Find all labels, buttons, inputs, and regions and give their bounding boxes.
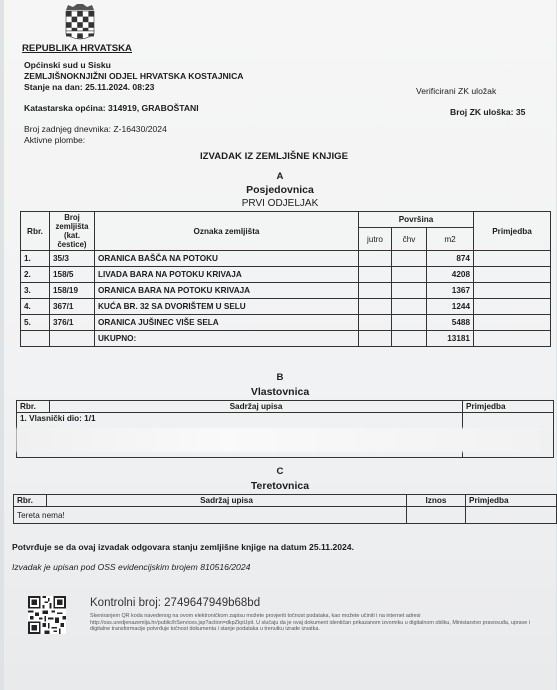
row-designation: ORANICA BARA NA POTOKU KRIVAJA (95, 283, 359, 299)
col-rbr: Rbr. (21, 212, 50, 251)
row-parcel: 376/1 (50, 315, 95, 331)
row-rbr: 2. (21, 267, 50, 283)
row-rbr: 4. (21, 299, 50, 315)
encumbrance-table (13, 494, 557, 524)
section-a-subtitle: PRVI ODJELJAK (241, 198, 319, 209)
table-row (21, 315, 551, 331)
document-title: IZVADAK IZ ZEMLJIŠNE KNJIGE (200, 151, 349, 162)
cadastral-municipality: Katastarska općina: 314919, GRABOŠTANI (24, 103, 199, 113)
col-amount: Iznos (407, 495, 466, 507)
row-designation: ORANICA JUŠINEC VIŠE SELA (95, 315, 359, 331)
col-note: Primjedba (463, 401, 554, 413)
row-m2: 1367 (427, 283, 474, 299)
qr-code-icon (28, 596, 66, 634)
table-row (21, 299, 551, 315)
row-designation: KUĆA BR. 32 SA DVORIŠTEM U SELU (95, 299, 359, 315)
section-b-title: Vlastovnica (250, 386, 310, 398)
row-m2: 874 (427, 251, 474, 267)
col-note: Primjedba (466, 495, 557, 507)
row-parcel: 367/1 (50, 299, 95, 315)
coat-of-arms-icon (65, 4, 95, 42)
row-m2: 4208 (427, 267, 474, 283)
row-designation: ORANICA BAŠČA NA POTOKU (95, 251, 359, 267)
oss-note: Izvadak je upisan pod OSS evidencijskim brojem 810516/2024 (12, 562, 251, 572)
possession-table (20, 211, 551, 347)
col-rbr: Rbr. (14, 495, 47, 507)
state-date: Stanje na dan: 25.11.2024. 08:23 (24, 82, 155, 92)
col-area: Površina (359, 212, 474, 228)
col-parcel: Broj zemljišta (kat. čestice) (50, 212, 95, 251)
row-m2: 1244 (427, 299, 474, 315)
section-c-title: Teretovnica (250, 480, 310, 492)
col-chv: čhv (392, 228, 427, 251)
col-note: Primjedba (474, 212, 551, 251)
table-row (21, 251, 551, 267)
total-value: 13181 (427, 331, 474, 347)
row-rbr: 5. (21, 315, 50, 331)
control-number: Kontrolni broj: 2749647949b68bd (90, 597, 261, 609)
row-rbr: 1. (21, 251, 50, 267)
col-m2: m2 (427, 228, 474, 251)
row-rbr: 3. (21, 283, 50, 299)
table-row (21, 267, 551, 283)
col-rbr: Rbr. (17, 401, 50, 413)
table-row (21, 283, 551, 299)
document-page (4, 0, 556, 690)
section-c-letter: C (276, 466, 284, 477)
court-name: Općinski sud u Sisku (24, 60, 111, 70)
total-label: UKUPNO: (95, 331, 359, 347)
section-a-title: Posjedovnica (246, 184, 314, 196)
row-parcel: 158/5 (50, 267, 95, 283)
col-designation: Oznaka zemljišta (95, 212, 359, 251)
fine-print: Skeniranjem QR koda navedenog na ovom elektroničkom zapisu možete provjeriti točnost podataka, kao možete učiniti i na internet adresi http://oss.uredjenazemlja.hr/public/lrServices.jsp?action=dkpZkpUpit. U slučaju da je ovaj dokument identičan prikazanom izvorniku u digitalnom obliku, Ministarstvo pravosuđa, uprave i digitalne transformacije potvrđuje točnost dokumenta i stanje podataka u trenutku izrade izvatka. (90, 613, 531, 633)
no-encumbrance: Tereta nema! (14, 507, 407, 524)
section-a-letter: A (276, 171, 284, 182)
row-designation: LIVADA BARA NA POTOKU KRIVAJA (95, 267, 359, 283)
row-m2: 5488 (427, 315, 474, 331)
row-parcel: 158/19 (50, 283, 95, 299)
verified-label: Verificirani ZK uložak (416, 86, 497, 96)
col-jutro: jutro (359, 228, 392, 251)
ownership-share: 1. Vlasnički dio: 1/1 (17, 413, 463, 458)
active-seals: Aktivne plombe: (24, 135, 86, 145)
last-journal-number: Broj zadnjeg dnevnika: Z-16430/2024 (24, 124, 167, 134)
confirmation-text: Potvrđuje se da ovaj izvadak odgovara stanju zemljišne knjige na datum 25.11.2024. (12, 542, 354, 552)
department-name: ZEMLJIŠNOKNJIŽNI ODJEL HRVATSKA KOSTAJNICA (24, 71, 244, 81)
zk-number: Broj ZK uloška: 35 (450, 107, 526, 117)
section-b-letter: B (276, 372, 284, 383)
col-content: Sadržaj upisa (50, 401, 463, 413)
redacted-area (16, 428, 541, 452)
country-name: REPUBLIKA HRVATSKA (22, 43, 132, 54)
row-parcel: 35/3 (50, 251, 95, 267)
total-row (21, 331, 551, 347)
col-content: Sadržaj upisa (47, 495, 407, 507)
